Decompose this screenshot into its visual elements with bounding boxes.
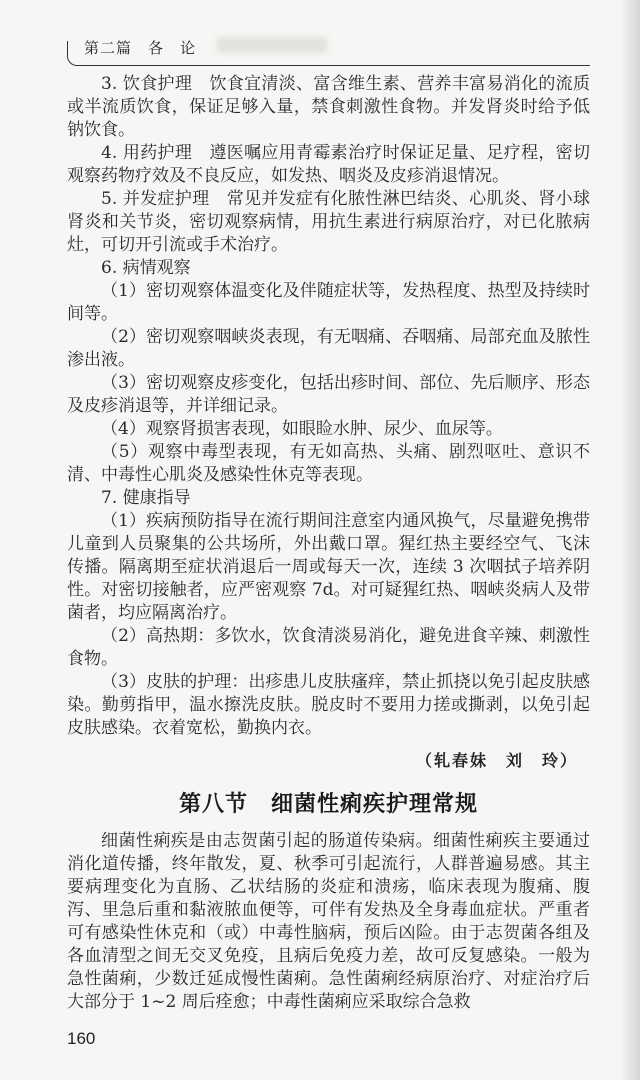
- paragraph: （4）观察肾损害表现，如眼睑水肿、尿少、血尿等。: [101, 419, 503, 439]
- paragraph: 3. 饮食护理 饮食宜清淡、富含维生素、营养丰富易消化的流质或半流质饮食，保证足够入量，禁食刺激性食物。并发肾炎时给予低钠饮食。: [67, 74, 590, 140]
- subheading: 6. 病情观察: [101, 258, 191, 278]
- paragraph: （1）密切观察体温变化及伴随症状等，发热程度、热型及持续时间等。: [67, 281, 590, 324]
- bleed-through: [217, 37, 327, 53]
- section-heading: 第八节 细菌性痢疾护理常规: [178, 792, 478, 817]
- author-signature: （轧春妹 刘 玲）: [415, 751, 578, 770]
- nursing-care-section: [67, 73, 590, 740]
- paragraph: （5）观察中毒型表现，有无如高热、头痛、剧烈呕吐、意识不清、中毒性心肌炎及感染性休克等表现。: [67, 442, 590, 485]
- paragraph: 5. 并发症护理 常见并发症有化脓性淋巴结炎、心肌炎、肾小球肾炎和关节炎，密切观察病情，用抗生素进行病原治疗，对已化脓病灶，可切开引流或手术治疗。: [67, 189, 590, 255]
- dysentery-section: [67, 830, 590, 1014]
- paragraph: （2）密切观察咽峡炎表现，有无咽痛、吞咽痛、局部充血及脓性渗出液。: [67, 327, 590, 370]
- header-ornament: [67, 41, 78, 66]
- header-title: 第二篇 各 论: [84, 39, 197, 57]
- paragraph: （3）密切观察皮疹变化，包括出疹时间、部位、先后顺序、形态及皮疹消退等，并详细记录。: [67, 373, 590, 416]
- paragraph: （2）高热期：多饮水，饮食清淡易消化，避免进食辛辣、刺激性食物。: [67, 626, 590, 669]
- paragraph: （1）疾病预防指导在流行期间注意室内通风换气，尽量避免携带儿童到人员聚集的公共场所，外出戴口罩。猩红热主要经空气、飞沫传播。隔离期至症状消退后一周或每天一次，连续 3 次咽拭子培养阴性。对密切接触者，应严密观察 7d。对可疑猩红热、咽峡炎病人及带菌者，均应隔离治疗。: [67, 511, 590, 623]
- paragraph: 4. 用药护理 遵医嘱应用青霉素治疗时保证足量、足疗程，密切观察药物疗效及不良反应，如发热、咽炎及皮疹消退情况。: [67, 143, 590, 186]
- subheading: 7. 健康指导: [101, 488, 191, 508]
- page-number: 160: [67, 1029, 96, 1048]
- running-header: [67, 33, 590, 67]
- paragraph: 细菌性痢疾是由志贺菌引起的肠道传染病。细菌性痢疾主要通过消化道传播，终年散发，夏、秋季可引起流行，人群普遍易感。其主要病理变化为直肠、乙状结肠的炎症和溃疡，临床表现为腹痛、腹泻、里急后重和黏液脓血便等，可伴有发热及全身毒血症状。严重者可有感染性休克和（或）中毒性脑病，预后凶险。由于志贺菌各组及各血清型之间无交叉免疫，且病后免疫力差，故可反复感染。一般为急性菌痢，少数迁延成慢性菌痢。急性菌痢经病原治疗、对症治疗后大部分于 1~2 周后痊愈；中毒性菌痢应采取综合急救: [67, 831, 590, 1012]
- paragraph: （3）皮肤的护理：出疹患儿皮肤瘙痒，禁止抓挠以免引起皮肤感染。勤剪指甲，温水擦洗皮肤。脱皮时不要用力搓或撕剥，以免引起皮肤感染。衣着宽松，勤换内衣。: [67, 672, 590, 738]
- header-rule: [77, 65, 590, 66]
